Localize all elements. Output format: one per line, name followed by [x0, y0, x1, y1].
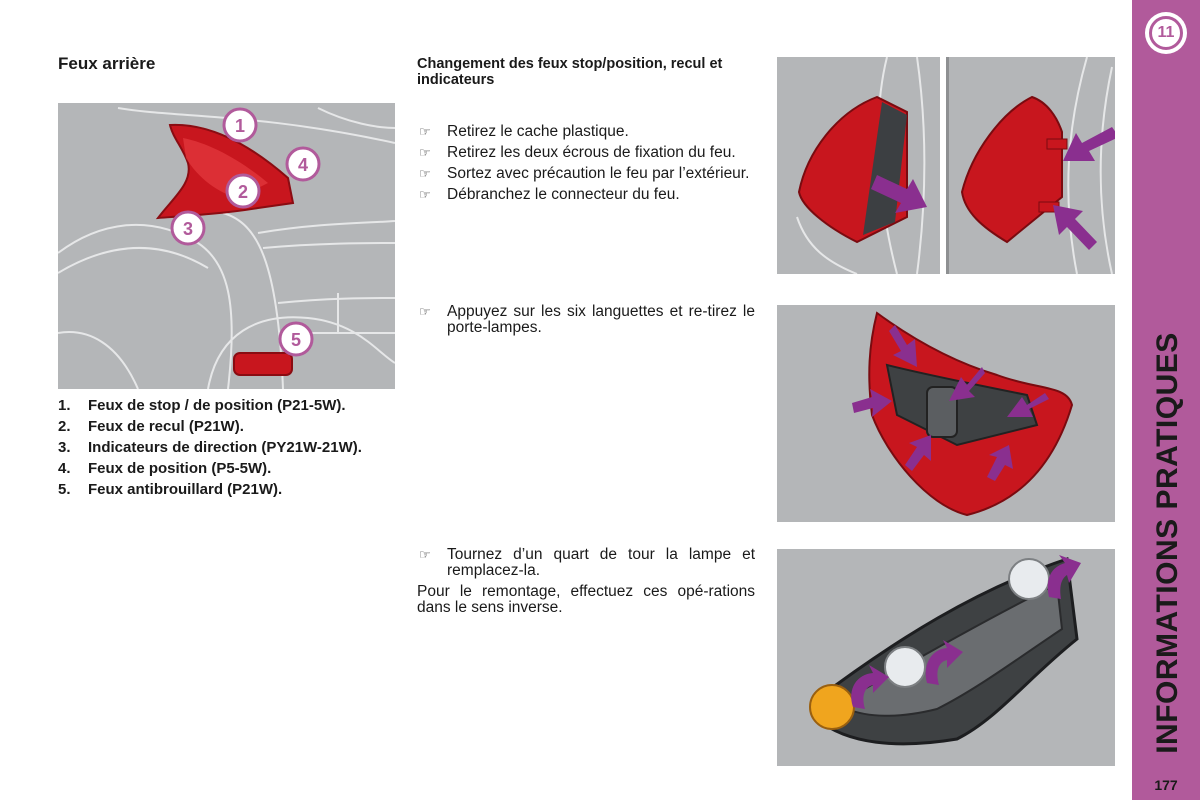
page-number: 177 [1132, 770, 1200, 800]
hand-pointer-icon: ☞ [419, 166, 431, 181]
svg-text:3: 3 [182, 219, 194, 239]
step-item: ☞ Débranchez le connecteur du feu. [419, 186, 680, 203]
callout-1 [224, 109, 256, 141]
hand-pointer-icon: ☞ [419, 547, 431, 562]
bulb-replacement-illustration [777, 549, 1115, 766]
step-list-holder [417, 304, 755, 341]
bulb-legend [58, 398, 388, 503]
chapter-number: 11 [1149, 16, 1183, 50]
lamp-holder-illustration [777, 305, 1115, 522]
legend-item: 2. Feux de recul (P21W). [58, 418, 244, 435]
chapter-title [1148, 331, 1188, 754]
hand-pointer-icon: ☞ [419, 187, 431, 202]
svg-text:1: 1 [234, 116, 246, 136]
step-item: ☞ Tournez d’un quart de tour la lampe et remplacez-la. [419, 546, 755, 579]
hand-pointer-icon: ☞ [419, 124, 431, 139]
legend-item: 1. Feux de stop / de position (P21-5W). [58, 397, 346, 414]
svg-text:4: 4 [297, 155, 309, 175]
step-item: ☞ Appuyez sur les six languettes et re-tirez le porte-lampes. [419, 303, 755, 336]
procedure-title: Changement des feux stop/position, recul et indicateurs [417, 56, 723, 88]
section-title: Feux arrière [58, 54, 156, 73]
callout-4 [287, 148, 319, 180]
callout-3 [172, 212, 204, 244]
step-item: ☞ Retirez le cache plastique. [419, 123, 629, 140]
chapter-badge [1145, 12, 1187, 54]
step-list-bulb [417, 547, 755, 584]
hand-pointer-icon: ☞ [419, 304, 431, 319]
step-item: ☞ Sortez avec précaution le feu par l’extérieur. [419, 165, 750, 182]
hand-pointer-icon: ☞ [419, 145, 431, 160]
svg-text:2: 2 [237, 182, 249, 202]
callout-2 [227, 175, 259, 207]
chapter-title-part1: INFORMATIONS [1151, 517, 1185, 754]
lamp-removal-illustration [777, 57, 1115, 274]
legend-item: 3. Indicateurs de direction (PY21W-21W). [58, 439, 362, 456]
rear-lights-illustration [58, 103, 395, 389]
callout-5 [280, 323, 312, 355]
svg-text:5: 5 [290, 330, 302, 350]
reassembly-note: Pour le remontage, effectuez ces opé-rations dans le sens inverse. [417, 583, 755, 616]
step-list-removal [417, 124, 755, 208]
legend-item: 5. Feux antibrouillard (P21W). [58, 481, 283, 498]
step-item: ☞ Retirez les deux écrous de fixation du feu. [419, 144, 736, 161]
legend-item: 4. Feux de position (P5-5W). [58, 460, 272, 477]
chapter-title-part2: PRATIQUES [1151, 331, 1185, 510]
